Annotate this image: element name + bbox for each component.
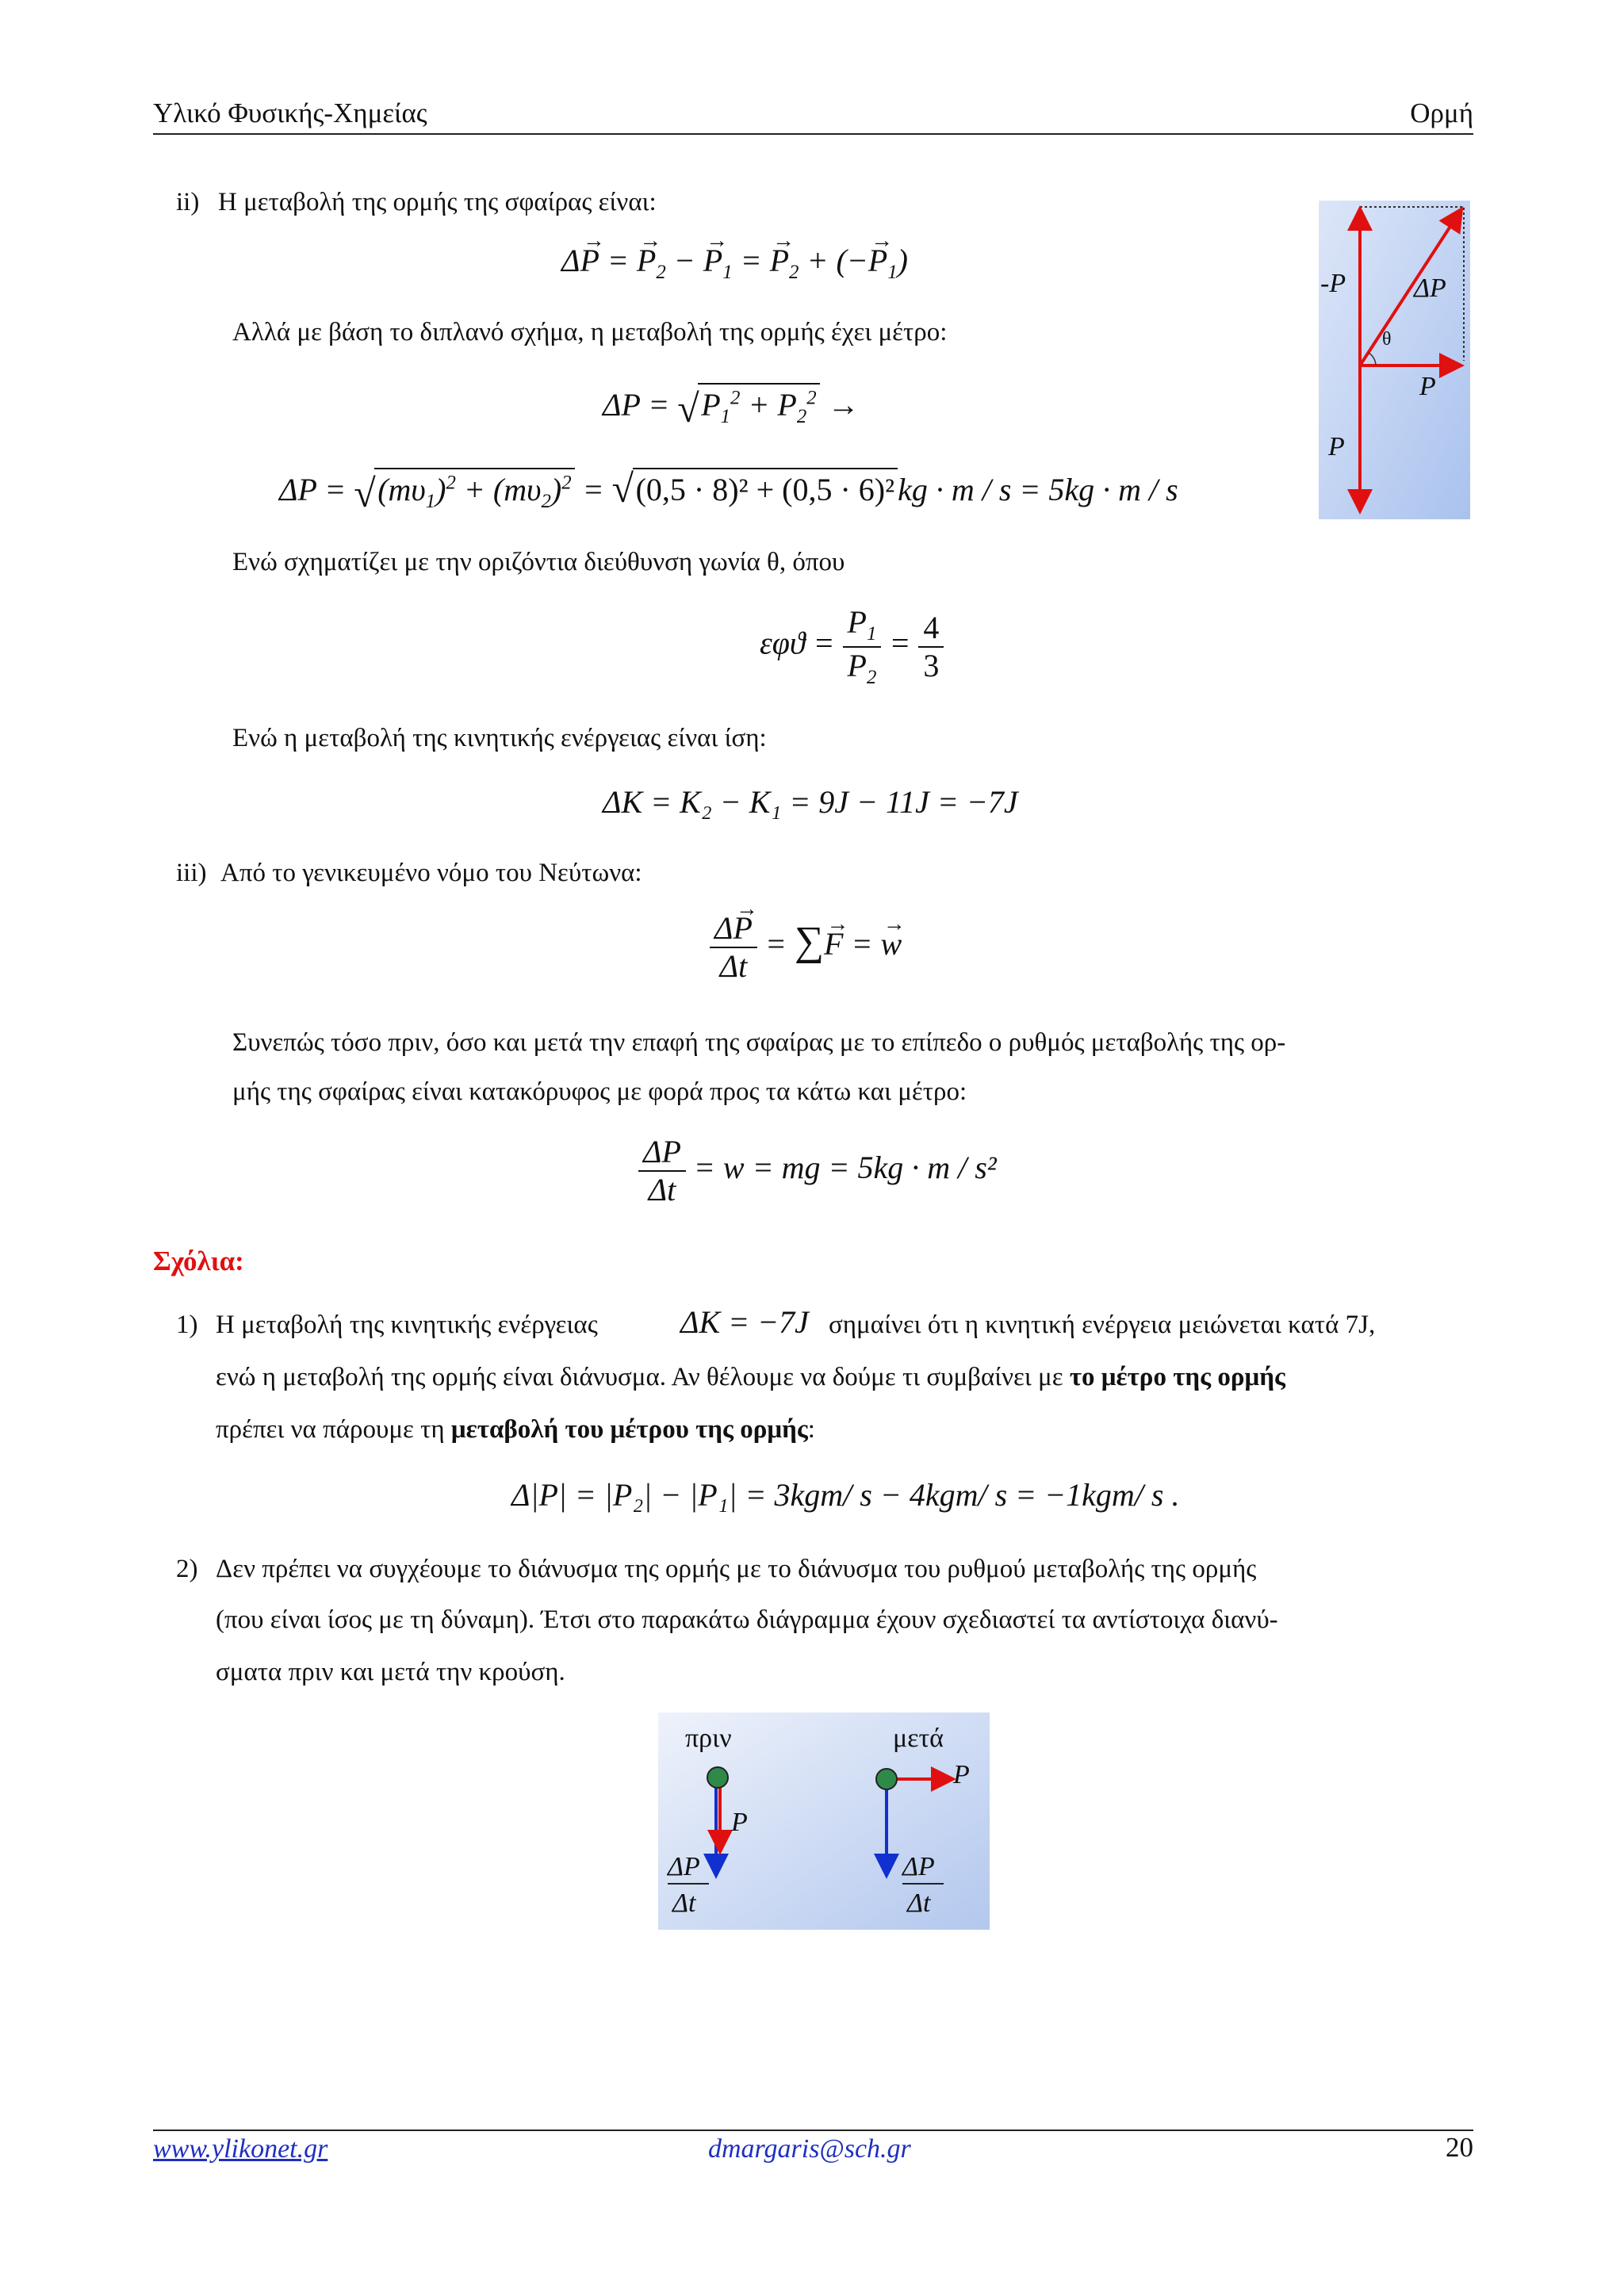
comment-2-line2: (που είναι ίσος με τη δύναμη). Έτσι στο παρακάτω διάγραμμα έχουν σχεδιαστεί τα αντίστοιχα διανύ- xyxy=(216,1605,1278,1634)
section-iii-text-line1: Συνεπώς τόσο πριν, όσο και μετά την επαφή της σφαίρας με το επίπεδο ο ρυθμός μεταβολής της ορ- xyxy=(232,1028,1286,1057)
fig2-label-p2: P xyxy=(953,1760,970,1789)
equation-abs-change: Δ|P| = |P₂| − |P₁| = 3kgm/ s − 4kgm/ s = −1kgm/ s . xyxy=(511,1477,1180,1513)
section-iii-text-line2: μής της σφαίρας είναι κατακόρυφος με φορά προς τα κάτω και μέτρο: xyxy=(232,1077,967,1106)
tan-left: εφϑ = xyxy=(760,625,835,661)
equation-tan-theta: εφϑ = $\frac{P_1}{P_2}$ = $\frac{4}{3}$ xyxy=(760,604,944,689)
section-ii-text3: Ενώ σχηματίζει με την οριζόντια διεύθυνση γωνία θ, όπου xyxy=(232,548,845,576)
section-ii-label: ii) xyxy=(176,188,200,216)
comment-2-line3: σματα πριν και μετά την κρούση. xyxy=(216,1658,565,1686)
page-number: 20 xyxy=(1446,2132,1473,2163)
equation-newton: $\frac{\Delta\to P}{\Delta t}$ = ∑→ F = → w xyxy=(710,910,902,985)
comment-1-line2 xyxy=(216,1362,1285,1394)
comment-1-line3 xyxy=(216,1414,815,1446)
fig2-label-p1: P xyxy=(731,1808,748,1837)
fig2-label-after: μετά xyxy=(893,1724,944,1753)
equation-rate: $\frac{\Delta P}{\Delta t}$ = w = mg = 5kg · m / s² xyxy=(638,1134,997,1208)
section-iii-intro: Από το γενικευμένο νόμο του Νεύτωνα: xyxy=(220,859,642,887)
fig2-before-dp: ΔP xyxy=(668,1852,700,1881)
section-iii-label: iii) xyxy=(176,859,207,887)
fig2-after-dp: ΔP xyxy=(902,1852,935,1881)
header-left: Υλικό Φυσικής-Χημείας xyxy=(153,98,427,128)
comment-1-label: 1) xyxy=(176,1311,198,1339)
comments-title: Σχόλια: xyxy=(153,1246,244,1276)
section-ii-intro: Η μεταβολή της ορμής της σφαίρας είναι: xyxy=(218,188,657,216)
comment-1-line1-b: σημαίνει ότι η κινητική ενέργεια μειώνεται κατά 7J, xyxy=(829,1311,1376,1339)
tan-den: P xyxy=(847,647,867,683)
vector-diagram-figure xyxy=(1319,201,1470,519)
comment-1-line3-a: πρέπει να πάρουμε τη xyxy=(216,1415,445,1444)
comment-1-line3-bold: μεταβολή του μέτρου της ορμής xyxy=(450,1415,808,1444)
header-right: Ορμή xyxy=(1410,98,1473,128)
fig1-label-p1: P xyxy=(1328,432,1345,461)
fig1-label-dp: ΔP xyxy=(1414,274,1446,303)
fig2-before-dt: Δt xyxy=(672,1888,696,1918)
comment-1-line3-b: : xyxy=(807,1415,815,1444)
comment-1-line2-a: ενώ η μεταβολή της ορμής είναι διάνυσμα. Αν θέλουμε να δούμε τι συμβαίνει με xyxy=(216,1363,1063,1391)
comment-1-line1-eq: ΔK = −7J xyxy=(680,1304,809,1340)
vector-diagram-svg xyxy=(1319,201,1470,519)
section-ii-text2: Αλλά με βάση το διπλανό σχήμα, η μεταβολή της ορμής έχει μέτρο: xyxy=(232,318,948,346)
fig2-after-dt: Δt xyxy=(907,1888,931,1918)
fig1-label-neg-p1: -P xyxy=(1320,269,1346,298)
section-ii-text4: Ενώ η μεταβολή της κινητικής ενέργειας είναι ίση: xyxy=(232,724,767,752)
equation-magnitude: ΔP = √ $P_1^2 + P_2^2$ → xyxy=(603,383,860,428)
fig1-label-theta: θ xyxy=(1382,329,1392,350)
comment-2-line1: Δεν πρέπει να συγχέουμε το διάνυσμα της ορμής με το διάνυσμα του ρυθμού μεταβολής της ορμής xyxy=(216,1555,1257,1583)
numeric-radicand: (0,5 · 8)² + (0,5 · 6)² xyxy=(633,468,898,508)
comment-1-line2-bold: το μέτρο της ορμής xyxy=(1069,1363,1285,1391)
comment-1-line1-a: Η μεταβολή της κινητικής ενέργειας xyxy=(216,1311,598,1339)
tan-value-den: 3 xyxy=(923,647,940,683)
comment-2-label: 2) xyxy=(176,1555,198,1583)
equation-delta-k: ΔK = K₂ − K₁ = 9J − 11J = −7J xyxy=(603,784,1018,820)
equation-delta-p-vector: Δ→ P = → $P_2$ − → $P_1$ = → $P_2$ + (−→ $P_1$) xyxy=(561,242,908,284)
tan-value-num: 4 xyxy=(918,610,944,648)
result-units: kg · m / s = 5kg · m / s xyxy=(898,472,1178,507)
before-after-figure xyxy=(658,1712,990,1930)
fig2-label-before: πριν xyxy=(685,1724,732,1753)
header-rule xyxy=(153,133,1473,135)
equation-magnitude-numeric: ΔP = √ $(m\upsilon_1)^2 + (m\upsilon_2)^2$ = √ (0,5 · 8)² + (0,5 · 6)² kg · m / s = 5kg · m / s xyxy=(279,466,1178,515)
footer-website-link[interactable]: www.ylikonet.gr xyxy=(153,2134,328,2164)
footer-email: dmargaris@sch.gr xyxy=(708,2134,911,2164)
rate-result: = w = mg = 5kg · m / s² xyxy=(693,1150,997,1186)
tan-num: P xyxy=(847,604,867,640)
fig1-label-p2: P xyxy=(1419,372,1436,401)
footer-rule xyxy=(153,2130,1473,2131)
